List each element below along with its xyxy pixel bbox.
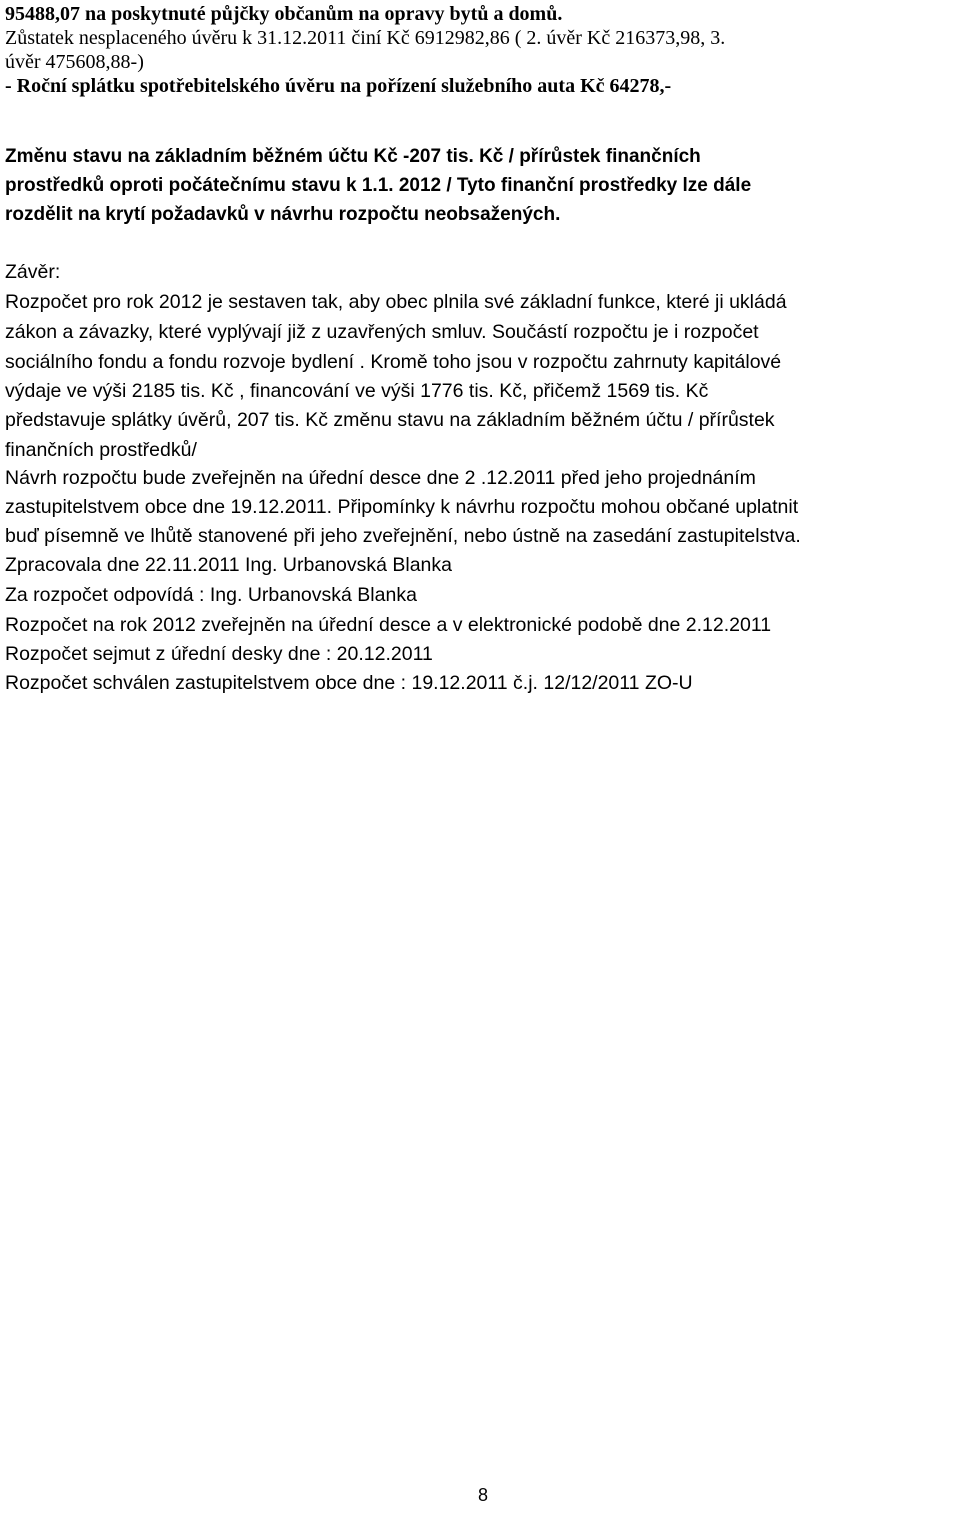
intro-line-loans: 95488,07 na poskytnuté půjčky občanům na opravy bytů a domů. (5, 3, 563, 25)
change-line-2: prostředků oproti počátečnímu stavu k 1.1. 2012 / Tyto finanční prostředky lze dále (5, 175, 752, 196)
conclusion-line: zastupitelstvem obce dne 19.12.2011. Připomínky k návrhu rozpočtu mohou občané uplatnit (5, 496, 799, 518)
conclusion-line: Za rozpočet odpovídá : Ing. Urbanovská Blanka (5, 584, 417, 606)
conclusion-heading: Závěr: (5, 261, 61, 283)
intro-line-car-loan: - Roční splátku spotřebitelského úvěru na pořízení služebního auta Kč 64278,- (5, 75, 672, 97)
conclusion-line: výdaje ve výši 2185 tis. Kč , financování ve výši 1776 tis. Kč, přičemž 1569 tis. Kč (5, 380, 709, 402)
conclusion-line: finančních prostředků/ (5, 439, 197, 461)
conclusion-line: zákon a závazky, které vyplývají již z uzavřených smluv. Součástí rozpočtu je i rozpočet (5, 321, 759, 343)
conclusion-line: Zpracovala dne 22.11.2011 Ing. Urbanovská Blanka (5, 554, 452, 576)
intro-line-balance-cont: úvěr 475608,88-) (5, 51, 144, 73)
conclusion-line: buď písemně ve lhůtě stanovené při jeho zveřejnění, nebo ústně na zasedání zastupitelstva. (5, 525, 801, 547)
conclusion-line: sociálního fondu a fondu rozvoje bydlení . Kromě toho jsou v rozpočtu zahrnuty kapitálové (5, 351, 782, 373)
intro-line-balance: Zůstatek nesplaceného úvěru k 31.12.2011 činí Kč 6912982,86 ( 2. úvěr Kč 216373,98, 3. (5, 27, 726, 49)
conclusion-line: představuje splátky úvěrů, 207 tis. Kč změnu stavu na základním běžném účtu / přírůstek (5, 409, 775, 431)
conclusion-line: Rozpočet pro rok 2012 je sestaven tak, aby obec plnila své základní funkce, které ji ukládá (5, 291, 787, 313)
change-line-1: Změnu stavu na základním běžném účtu Kč -207 tis. Kč / přírůstek finančních (5, 146, 701, 167)
conclusion-line: Rozpočet sejmut z úřední desky dne : 20.12.2011 (5, 643, 433, 665)
page-number: 8 (478, 1485, 489, 1505)
conclusion-line: Rozpočet schválen zastupitelstvem obce dne : 19.12.2011 č.j. 12/12/2011 ZO-U (5, 672, 693, 694)
conclusion-line: Návrh rozpočtu bude zveřejněn na úřední desce dne 2 .12.2011 před jeho projednáním (5, 467, 756, 489)
change-line-3: rozdělit na krytí požadavků v návrhu rozpočtu neobsažených. (5, 204, 561, 225)
conclusion-line: Rozpočet na rok 2012 zveřejněn na úřední desce a v elektronické podobě dne 2.12.2011 (5, 614, 772, 636)
